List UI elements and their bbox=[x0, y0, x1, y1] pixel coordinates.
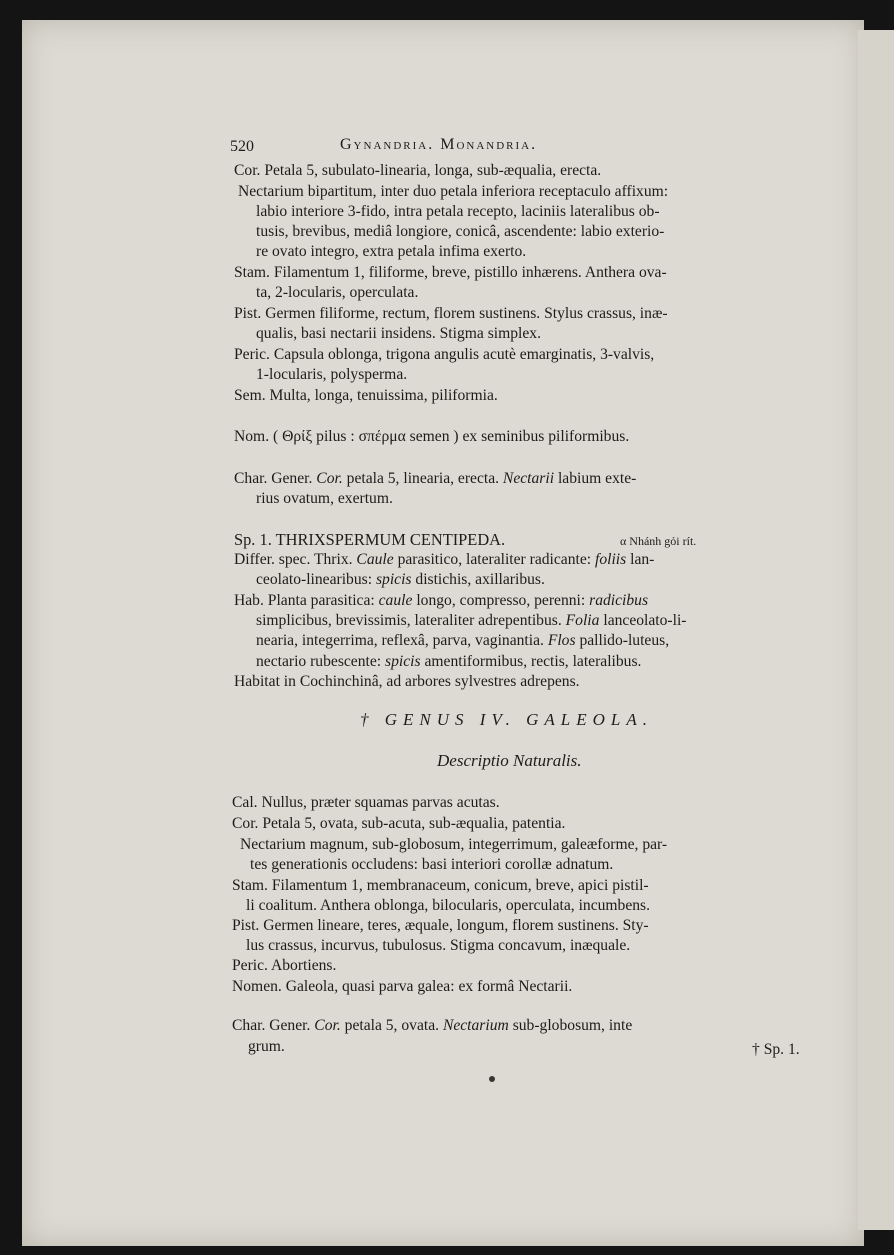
text: lanceolato-li- bbox=[603, 612, 687, 629]
text-line: qualis, basi nectarii insidens. Stigma simplex. bbox=[256, 325, 541, 342]
italic-term: caule bbox=[378, 592, 413, 609]
text-line: Nectarium magnum, sub-globosum, integerrimum, galeæforme, par- bbox=[240, 836, 668, 853]
text-line: labio interiore 3-fido, intra petala recepto, laciniis lateralibus ob- bbox=[256, 203, 660, 220]
text-line: Nectarium bipartitum, inter duo petala inferiora receptaculo affixum: bbox=[238, 183, 669, 200]
italic-term: Nectarium bbox=[442, 1017, 509, 1034]
italic-term: foliis bbox=[595, 551, 627, 568]
text: nectario rubescente: bbox=[256, 653, 382, 670]
text-line bbox=[234, 551, 654, 569]
text-line: Peric. Capsula oblonga, trigona angulis acutè emarginatis, 3-valvis, bbox=[234, 346, 655, 363]
text-line: Pist. Germen lineare, teres, æquale, longum, florem sustinens. Sty- bbox=[232, 917, 649, 934]
text: distichis, axillaribus. bbox=[415, 571, 545, 588]
text-line: Sem. Multa, longa, tenuissima, piliformia. bbox=[234, 387, 498, 404]
text-line bbox=[256, 571, 545, 589]
vernacular-name: α Nhánh gỏi rít. bbox=[620, 534, 697, 548]
running-title: Gynandria. Monandria. bbox=[340, 136, 538, 153]
label: Char. Gener. bbox=[234, 470, 313, 487]
char-gener-line bbox=[234, 470, 636, 488]
page-number: 520 bbox=[230, 138, 254, 155]
italic-term: radicibus bbox=[589, 592, 649, 609]
text-line: Cor. Petala 5, ovata, sub-acuta, sub-æqualia, patentia. bbox=[232, 815, 566, 832]
text-line: rius ovatum, exertum. bbox=[256, 490, 393, 507]
text: petala 5, linearia, erecta. bbox=[346, 470, 500, 487]
italic-term: Nectarii bbox=[502, 470, 555, 487]
text: Differ. spec. Thrix. bbox=[234, 551, 353, 568]
italic-term: Folia bbox=[565, 612, 600, 629]
text-line bbox=[256, 632, 669, 650]
text: longo, compresso, perenni: bbox=[416, 592, 586, 609]
text: labium exte- bbox=[557, 470, 637, 487]
text-line: Nom. ( Θρίξ pilus : σπέρμα semen ) ex seminibus piliformibus. bbox=[234, 428, 630, 445]
text-line: 1-locularis, polysperma. bbox=[256, 366, 408, 383]
ink-spot bbox=[489, 1076, 495, 1082]
text-line bbox=[256, 612, 686, 630]
italic-term: spicis bbox=[375, 571, 412, 588]
catchword: † Sp. 1. bbox=[752, 1041, 800, 1058]
text-line bbox=[234, 592, 648, 610]
italic-term: spicis bbox=[385, 653, 421, 670]
text-line: Pist. Germen filiforme, rectum, florem sustinens. Stylus crassus, inæ- bbox=[234, 305, 668, 322]
genus-heading: † GENUS IV. GALEOLA. bbox=[360, 710, 653, 729]
text-line: ta, 2-locularis, operculata. bbox=[256, 284, 419, 301]
text: amentiformibus, rectis, lateralibus. bbox=[424, 653, 642, 670]
text: sub-globosum, inte bbox=[512, 1017, 633, 1034]
text: parasitico, lateraliter radicante: bbox=[397, 551, 592, 568]
italic-term: Caule bbox=[356, 551, 394, 568]
text-line: re ovato integro, extra petala infima exerto. bbox=[256, 243, 527, 260]
text-line: Habitat in Cochinchinâ, ad arbores sylvestres adrepens. bbox=[234, 673, 580, 690]
text: ceolato-linearibus: bbox=[256, 571, 373, 588]
section-heading: Descriptio Naturalis. bbox=[437, 751, 582, 770]
text-line: Stam. Filamentum 1, membranaceum, conicum, breve, apici pistil- bbox=[232, 877, 649, 894]
text-line bbox=[256, 653, 641, 671]
species-heading: Sp. 1. THRIXSPERMUM CENTIPEDA. bbox=[234, 530, 506, 549]
text: nearia, integerrima, reflexâ, parva, vaginantia. bbox=[256, 632, 544, 649]
text-line: li coalitum. Anthera oblonga, bilocularis, operculata, incumbens. bbox=[246, 897, 651, 914]
text-line: lus crassus, incurvus, tubulosus. Stigma concavum, inæquale. bbox=[246, 937, 631, 954]
text-line: tusis, brevibus, mediâ longiore, conicâ, ascendente: labio exterio- bbox=[256, 223, 665, 240]
label: Char. Gener. bbox=[232, 1017, 311, 1034]
text: Hab. Planta parasitica: bbox=[234, 592, 375, 609]
text-line: Cal. Nullus, præter squamas parvas acutas. bbox=[232, 794, 500, 811]
italic-term: Flos bbox=[547, 632, 576, 649]
text-line: tes generationis occludens: basi interiori corollæ adnatum. bbox=[250, 856, 614, 873]
italic-term: Cor. bbox=[316, 470, 343, 487]
text-line: Stam. Filamentum 1, filiforme, breve, pistillo inhærens. Anthera ova- bbox=[234, 264, 667, 281]
italic-term: Cor. bbox=[314, 1017, 341, 1034]
text: lan- bbox=[630, 551, 655, 568]
text-line: Nomen. Galeola, quasi parva galea: ex formâ Nectarii. bbox=[232, 978, 573, 995]
text-line: Cor. Petala 5, subulato-linearia, longa, sub-æqualia, erecta. bbox=[234, 162, 602, 179]
text: pallido-luteus, bbox=[579, 632, 670, 649]
char-gener-line bbox=[232, 1017, 632, 1035]
text: simplicibus, brevissimis, lateraliter adrepentibus. bbox=[256, 612, 562, 629]
text: petala 5, ovata. bbox=[344, 1017, 440, 1034]
text-line: Peric. Abortiens. bbox=[232, 957, 337, 974]
text-line: grum. bbox=[248, 1038, 285, 1055]
